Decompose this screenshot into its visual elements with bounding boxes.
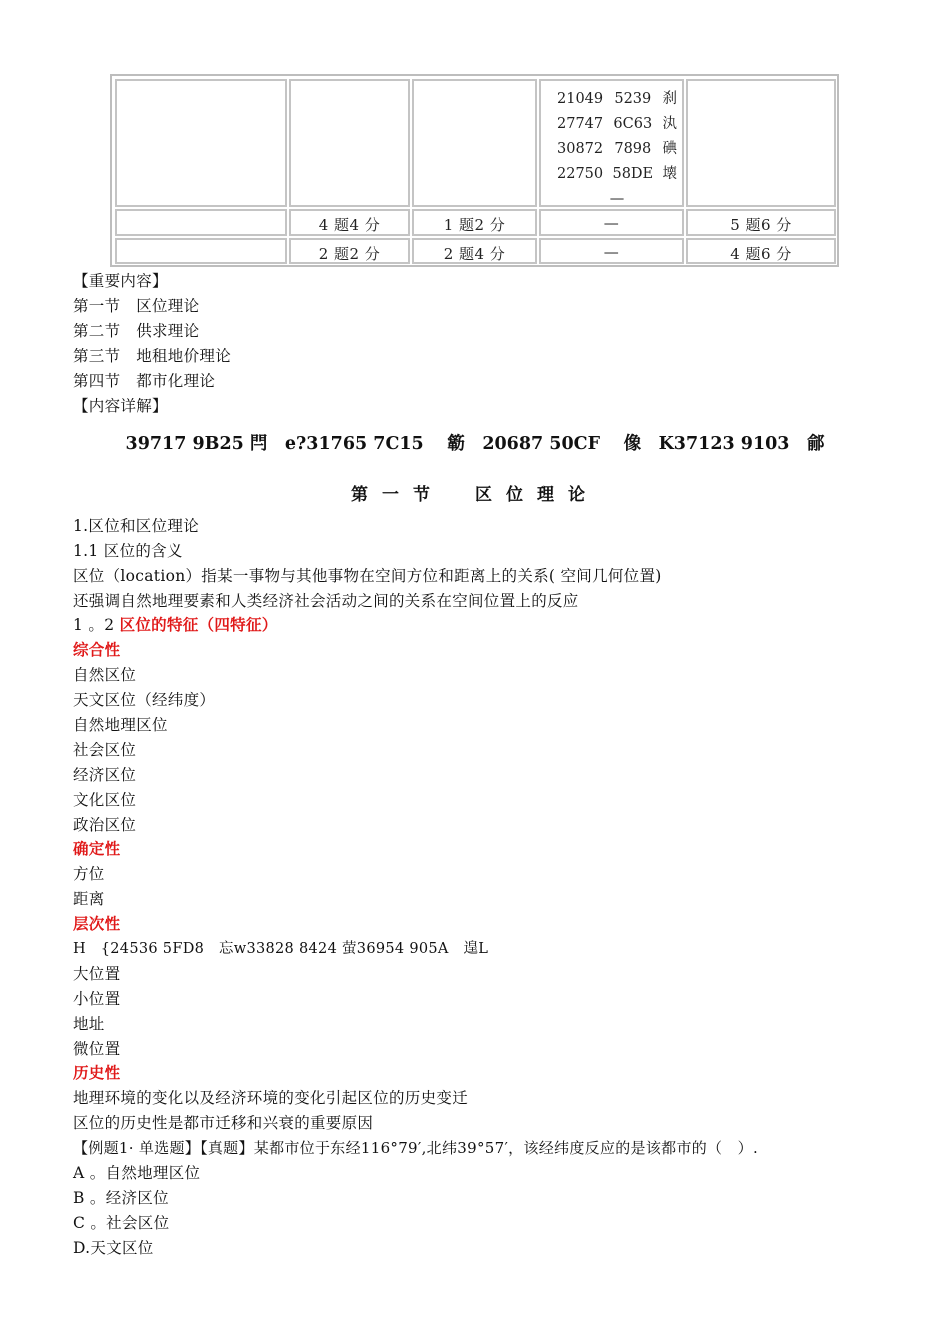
code-line: 21049 5239 刹 bbox=[557, 91, 677, 107]
table-cell: — bbox=[539, 209, 684, 236]
feature-heading: 历史性 bbox=[73, 1063, 121, 1082]
table-cell: 4 题6 分 bbox=[686, 238, 836, 264]
table-cell-codes bbox=[539, 79, 684, 207]
table-cell: 2 题4 分 bbox=[412, 238, 537, 264]
option-c: C 。社会区位 bbox=[73, 1214, 170, 1232]
important-heading: 【重要内容】 bbox=[73, 272, 168, 290]
option-b: B 。经济区位 bbox=[73, 1189, 169, 1207]
detail-heading: 【内容详解】 bbox=[73, 397, 168, 415]
table-cell bbox=[115, 209, 287, 236]
table-cell: 2 题2 分 bbox=[289, 238, 410, 264]
paragraph: 还强调自然地理要素和人类经济社会活动之间的关系在空间位置上的反应 bbox=[73, 592, 579, 610]
list-item: 大位置 bbox=[73, 965, 121, 983]
list-item: 方位 bbox=[73, 865, 105, 883]
option-d: D.天文区位 bbox=[73, 1239, 154, 1257]
heading-1: 1.区位和区位理论 bbox=[73, 517, 199, 535]
list-item: 经济区位 bbox=[73, 766, 137, 784]
paragraph: 区位的历史性是都市迁移和兴衰的重要原因 bbox=[73, 1114, 374, 1132]
list-item: 小位置 bbox=[73, 990, 121, 1008]
section-title: 第一节 区位理论 bbox=[351, 485, 599, 505]
list-item: 自然区位 bbox=[73, 666, 137, 684]
list-item: 微位置 bbox=[73, 1040, 121, 1058]
outline-item: 第二节 供求理论 bbox=[73, 322, 200, 340]
option-a: A 。自然地理区位 bbox=[73, 1164, 201, 1182]
code-line: 27747 6C63 汍 bbox=[557, 116, 677, 132]
list-item: 政治区位 bbox=[73, 816, 137, 834]
outline-item: 第一节 区位理论 bbox=[73, 297, 200, 315]
code-line: 30872 7898 碘 bbox=[557, 141, 677, 157]
list-item: 天文区位（经纬度） bbox=[73, 691, 216, 709]
code-dash: — bbox=[609, 191, 625, 207]
list-item: 距离 bbox=[73, 890, 105, 908]
code-list bbox=[557, 87, 677, 212]
list-item: 文化区位 bbox=[73, 791, 137, 809]
encoded-line: H {24536 5FD8 忘w33828 8424 萤36954 905A 遑L bbox=[73, 941, 489, 957]
table-cell bbox=[289, 79, 410, 207]
list-item: 地址 bbox=[73, 1015, 105, 1033]
heading-1-1: 1.1 区位的含义 bbox=[73, 542, 183, 560]
table-cell bbox=[412, 79, 537, 207]
paragraph: 区位（location）指某一事物与其他事物在空间方位和距离上的关系( 空间几何位置) bbox=[73, 567, 662, 585]
outline-item: 第三节 地租地价理论 bbox=[73, 347, 232, 365]
outline-item: 第四节 都市化理论 bbox=[73, 372, 216, 390]
code-line: 22750 58DE 壊 bbox=[557, 166, 677, 182]
table-cell: 4 题4 分 bbox=[289, 209, 410, 236]
table-cell bbox=[115, 79, 287, 207]
table-cell: — bbox=[539, 238, 684, 264]
table-cell bbox=[115, 238, 287, 264]
table-cell: 1 题2 分 bbox=[412, 209, 537, 236]
table-cell bbox=[686, 79, 836, 207]
paragraph: 地理环境的变化以及经济环境的变化引起区位的历史变迁 bbox=[73, 1089, 469, 1107]
encoded-banner: 39717 9B25 閂 e?31765 7C15 簕 20687 50CF 像 K37123 9103 鄃 bbox=[125, 434, 825, 454]
list-item: 自然地理区位 bbox=[73, 716, 168, 734]
feature-heading: 确定性 bbox=[73, 839, 121, 858]
feature-heading: 层次性 bbox=[73, 914, 121, 933]
table-cell: 5 题6 分 bbox=[686, 209, 836, 236]
feature-heading: 综合性 bbox=[73, 640, 121, 659]
list-item: 社会区位 bbox=[73, 741, 137, 759]
score-table bbox=[110, 74, 839, 267]
example-question: 【例题1· 单选题】【真题】某都市位于东经116°79′,北纬39°57′，该经纬度反应的是该都市的（ ）. bbox=[73, 1139, 759, 1157]
heading-1-2: 1 。2 区位的特征（四特征） bbox=[73, 615, 278, 634]
